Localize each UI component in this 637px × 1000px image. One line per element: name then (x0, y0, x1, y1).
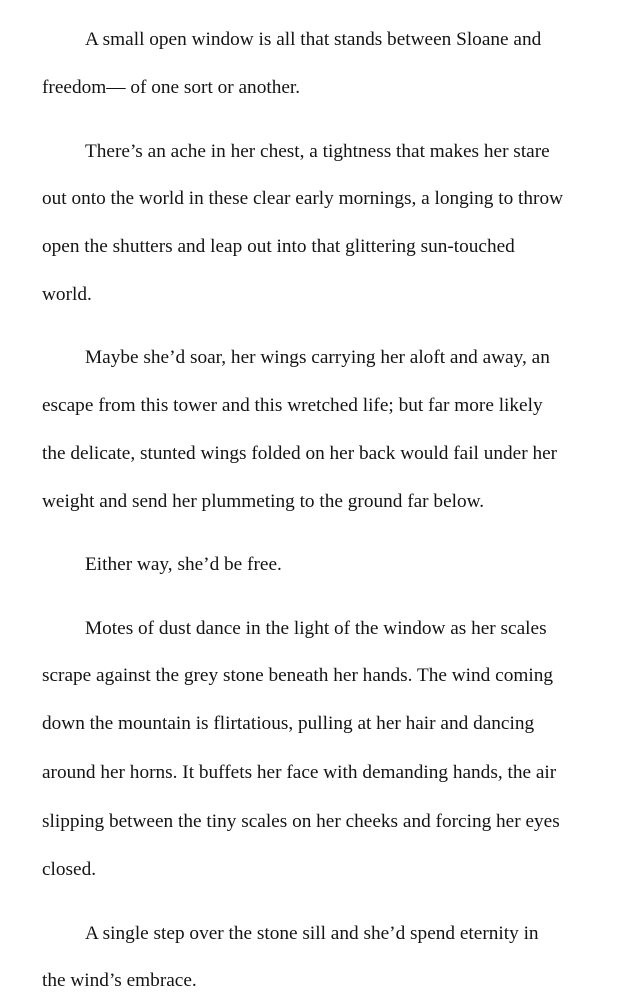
paragraph-6-line-1: A single step over the stone sill and she’d spend eternity in (85, 923, 539, 944)
paragraph-5-line-3: down the mountain is flirtatious, pulling at her hair and dancing (42, 713, 535, 734)
paragraph-2-line-3: open the shutters and leap out into that glittering sun-touched (42, 236, 515, 257)
paragraph-2-line-4: world. (42, 284, 92, 305)
paragraph-5-line-2: scrape against the grey stone beneath her hands. The wind coming (42, 665, 553, 686)
paragraph-1-line-1: A small open window is all that stands between Sloane and (85, 29, 542, 50)
paragraph-1-line-2: freedom— of one sort or another. (42, 77, 301, 98)
paragraph-5-line-6: closed. (42, 859, 97, 880)
paragraph-2-line-1: There’s an ache in her chest, a tightness that makes her stare (85, 141, 550, 162)
paragraph-3-line-3: the delicate, stunted wings folded on her back would fail under her (42, 443, 558, 464)
paragraph-3-line-2: escape from this tower and this wretched life; but far more likely (42, 395, 543, 416)
paragraph-5-line-5: slipping between the tiny scales on her cheeks and forcing her eyes (42, 811, 560, 832)
paragraph-2-line-2: out onto the world in these clear early mornings, a longing to throw (42, 188, 564, 209)
paragraph-3-line-4: weight and send her plummeting to the ground far below. (42, 491, 485, 512)
paragraph-5-line-4: around her horns. It buffets her face with demanding hands, the air (42, 762, 557, 783)
paragraph-3-line-1: Maybe she’d soar, her wings carrying her aloft and away, an (85, 347, 550, 368)
paragraph-5-line-1: Motes of dust dance in the light of the window as her scales (85, 618, 547, 639)
paragraph-4-line-1: Either way, she’d be free. (85, 554, 282, 575)
paragraph-6-line-2: the wind’s embrace. (42, 970, 197, 991)
